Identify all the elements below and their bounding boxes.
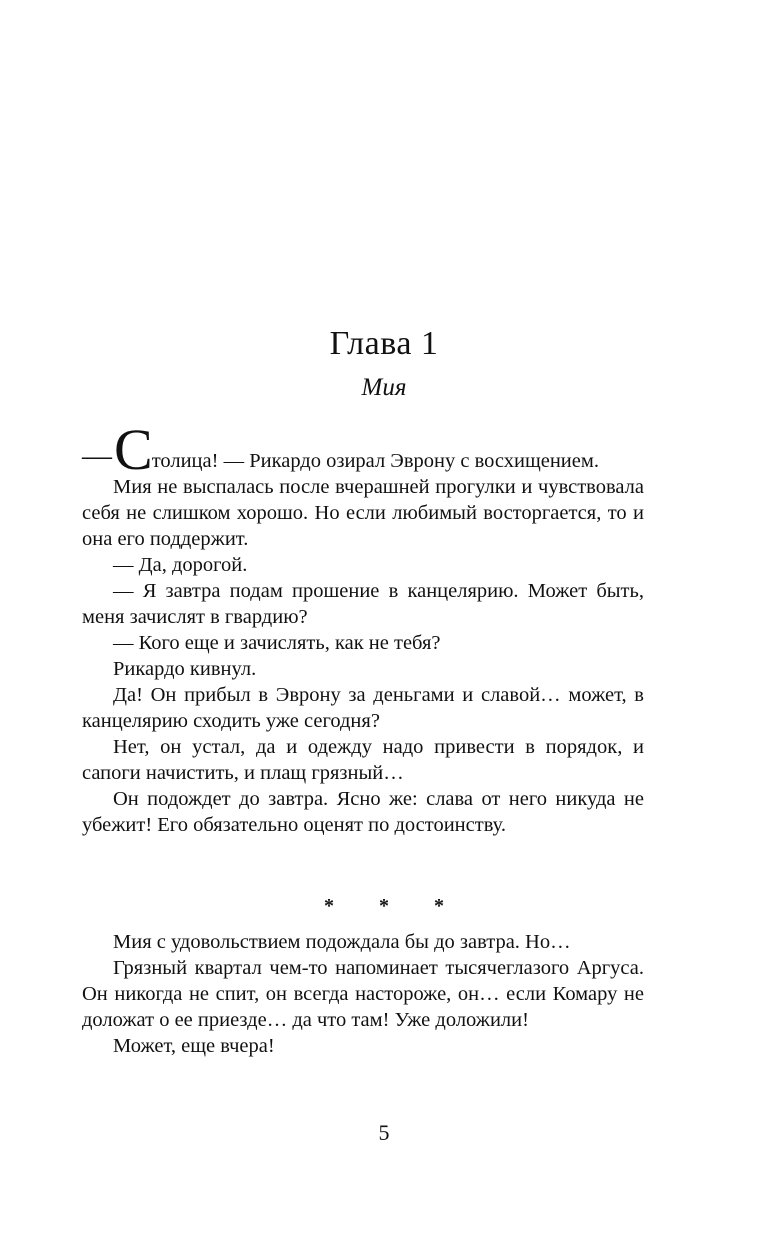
- chapter-title: Глава 1: [329, 325, 439, 362]
- paragraph: Мия с удовольствием подождала бы до завтра. Но…: [113, 931, 571, 953]
- paragraph: Мия не выспалась после вчерашней прогулки и чувствовала себя не слишком хорошо. Но если любимый восторгается, то и она его поддержит.: [82, 476, 644, 550]
- paragraph: Грязный квартал чем-то напоминает тысячеглазого Аргуса. Он никогда не спит, он всегда настороже, он… если Комару не доложат о ее приезде… да что там! Уже доложили!: [82, 957, 644, 1031]
- paragraph: Рикардо кивнул.: [113, 658, 257, 680]
- opening-text: толица! — Рикардо озирал Эврону с восхищением.: [151, 450, 599, 472]
- paragraph: — Кого еще и зачислять, как не тебя?: [113, 632, 441, 654]
- page-number: 5: [378, 1120, 390, 1145]
- paragraph: — Я завтра подам прошение в канцелярию. Может быть, меня зачислят в гвардию?: [82, 580, 644, 628]
- chapter-subtitle: Мия: [361, 374, 407, 401]
- text-section-2: [82, 929, 644, 1059]
- opening-dash: —: [82, 439, 112, 472]
- paragraph: Да! Он прибыл в Эврону за деньгами и славой… может, в канцелярию сходить уже сегодня?: [82, 684, 644, 732]
- section-separator: * * *: [324, 895, 464, 917]
- paragraph: Он подождет до завтра. Ясно же: слава от него никуда не убежит! Его обязательно оценят по достоинству.: [82, 788, 644, 836]
- text-section-1: [82, 417, 644, 838]
- opening-paragraph: [82, 417, 644, 482]
- drop-cap: С: [114, 417, 152, 482]
- paragraph: Может, еще вчера!: [113, 1035, 275, 1057]
- paragraph: Нет, он устал, да и одежду надо привести в порядок, и сапоги начистить, и плащ грязный…: [82, 736, 644, 784]
- paragraph: — Да, дорогой.: [113, 554, 248, 576]
